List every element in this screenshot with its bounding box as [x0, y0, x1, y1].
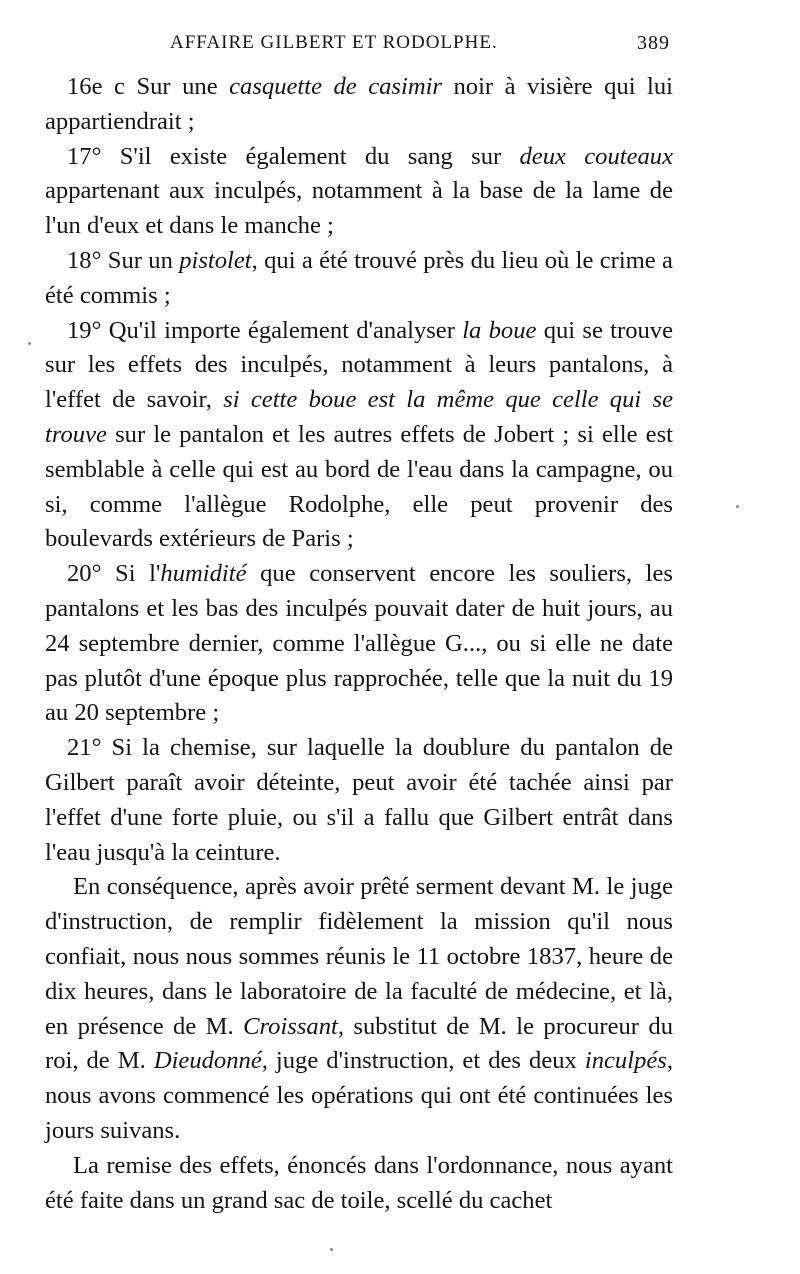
page-header [0, 28, 800, 68]
paper-speck [28, 342, 31, 345]
italic-text: casquette de casimir [229, 73, 442, 100]
numbered-item [45, 140, 673, 244]
text-run: Sur une [124, 73, 230, 100]
item-number: 19° [67, 316, 102, 344]
running-title: AFFAIRE GILBERT ET RODOLPHE. [170, 32, 498, 53]
text-run: qui a été trouvé près du lieu où le crime a été commis ; [45, 246, 673, 309]
italic-text: la boue [462, 316, 537, 344]
text-run: En conséquence, après avoir prêté serment devant M. le juge d'instruction, de remplir fidèlement la mission qu'il nous confiait, nous nous sommes réunis le 11 octobre 1837, heure de dix heures, dans le laboratoire de la faculté de médecine, et là, en présence de M. [45, 873, 673, 1040]
item-number: 21° [67, 734, 102, 762]
text-run: S'il existe également du sang sur [101, 142, 520, 170]
paragraph [45, 1149, 673, 1219]
text-run: sur le pantalon et les autres effets de Jobert ; si elle est semblable à celle qui est au bord de l'eau dans la campagne, ou si, comme l'allègue Rodolphe, elle peut provenir des boulevards extérieurs de Paris ; [45, 420, 673, 553]
item-number: 20° [67, 560, 102, 588]
paragraph [45, 870, 673, 1148]
item-number: 17° [67, 142, 102, 170]
numbered-item [45, 70, 673, 140]
numbered-item [45, 731, 673, 870]
numbered-items [45, 70, 673, 870]
italic-text: si cette boue est la même que celle qui se trouve [45, 386, 673, 448]
paragraphs [45, 870, 673, 1218]
italic-text: pistolet, [179, 246, 258, 274]
italic-text: inculpés, [584, 1047, 673, 1075]
body-text [45, 70, 673, 1218]
text-run: appartenant aux inculpés, notamment à la base de la lame de l'un d'eux et dans le manche ; [45, 177, 673, 240]
text-run: que conservent encore les souliers, les pantalons et les bas des inculpés pouvait dater de huit jours, au 24 septembre dernier, comme l'allègue G..., ou si elle ne date pas plutôt d'une époque plus rapprochée, telle que la nuit du 19 au 20 septembre ; [45, 560, 673, 727]
page-number: 389 [637, 32, 670, 54]
italic-text: Croissant, [243, 1012, 345, 1040]
text-run: nous avons commencé les opérations qui ont été continuées les jours suivans. [45, 1082, 673, 1144]
text-run: substitut de M. le procureur du roi, de M. [45, 1012, 673, 1075]
paper-speck [330, 1248, 333, 1251]
paper-speck [736, 505, 739, 508]
numbered-item [45, 314, 673, 558]
text-run: juge d'instruction, et des deux [267, 1047, 585, 1075]
numbered-item [45, 244, 673, 314]
italic-text: Dieudonné, [153, 1047, 268, 1075]
item-number: 18° [67, 246, 102, 274]
text-run: Sur un [101, 246, 180, 274]
text-run: La remise des effets, énoncés dans l'ordonnance, nous ayant été faite dans un grand sac de toile, scellé du cachet [45, 1151, 673, 1214]
text-run: Si l' [101, 560, 161, 588]
text-run: Qu'il importe également d'analyser [101, 316, 463, 344]
italic-text: humidité [160, 560, 247, 588]
item-number: 16e c [67, 73, 125, 100]
text-run: noir à visière qui lui appartiendrait ; [45, 73, 673, 135]
text-run: Si la chemise, sur laquelle la doublure du pantalon de Gilbert paraît avoir déteinte, peut avoir été tachée ainsi par l'effet d'une forte pluie, ou s'il a fallu que Gilbert entrât dans l'eau jusqu'à la ceinture. [45, 734, 673, 866]
numbered-item [45, 557, 673, 731]
italic-text: deux couteaux [519, 142, 673, 170]
text-run: qui se trouve sur les effets des inculpés, notamment à leurs pantalons, à l'effet de savoir, [45, 316, 673, 414]
